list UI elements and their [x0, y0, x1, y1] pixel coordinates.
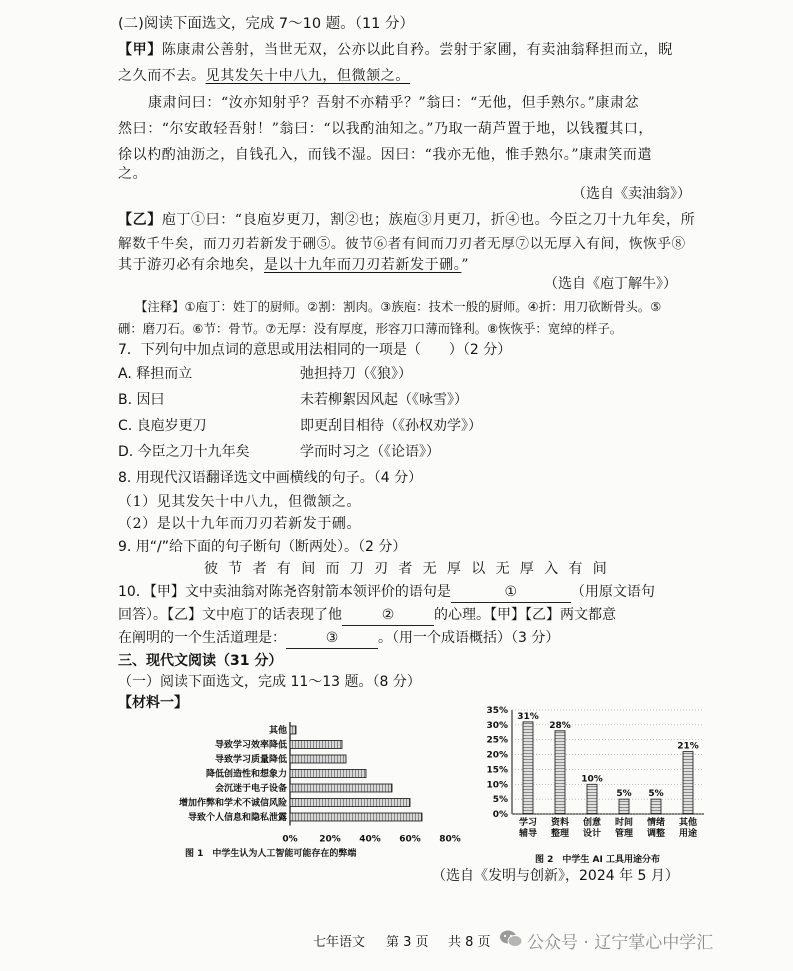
q7-option-b: B. 因曰: [118, 392, 165, 408]
q10-line-3: 在阐明的一个生活道理是： ③ 。（用一个成语概括）（3 分）: [118, 628, 559, 649]
chart2-y-tick: 25%: [486, 735, 508, 746]
jia-line-3: 康肃问曰：“汝亦知射乎？吾射不亦精乎？”翁曰：“无他，但手熟尔。”康肃忿: [148, 95, 640, 111]
chart2-bar: [619, 799, 629, 814]
yi-line-2: 解数千牛矣，而刀刃若新发于硎⑤。彼节⑥者有间而刀刃者无厚⑦以无厚入有间，恢恢乎⑧: [118, 236, 686, 252]
chart1-bar: [290, 799, 410, 807]
jia-line-2: 之久而不去。见其发矢十中八九，但微颔之。: [118, 68, 411, 84]
chart1-category-label: 降低创造性和想象力: [205, 769, 287, 780]
answer-blank-1[interactable]: ①: [451, 582, 571, 603]
q10-line-1: 10．【甲】文中卖油翁对陈尧咨射箭本领评价的语句是 ① （用原文语句: [118, 582, 655, 603]
chart2-data-label: 5%: [616, 789, 632, 800]
q10-line-2: 回答）。【乙】文中庖丁的话表现了他 ② 的心理。【甲】【乙】两文都意: [118, 605, 616, 626]
section-header: (二)阅读下面选文，完成 7～10 题。（11 分）: [118, 16, 415, 32]
chart2-category-label-top: 时间: [614, 818, 634, 828]
wechat-icon: [499, 929, 523, 949]
chart1-category-label: 会沉迷于电子设备: [214, 784, 287, 794]
chart1-bar: [290, 813, 422, 821]
chart2-category-label-bottom: 整理: [550, 829, 570, 839]
yi-line-1: 【乙】庖丁①曰：“良庖岁更刀，割②也；族庖③月更刀，折④也。今臣之刀十九年矣，所: [118, 212, 696, 228]
yi-line-3: 其于游刃必有余地矣，是以十九年而刀刃若新发于硎。”: [118, 257, 470, 273]
chart2-y-tick: 15%: [486, 765, 508, 776]
jia-line-1: 【甲】陈康肃公善射，当世无双，公亦以此自矜。尝射于家圃，有卖油翁释担而立，睨: [118, 42, 673, 58]
q7-option-c-compare: 即更刮目相待（《孙权劝学》）: [300, 418, 482, 434]
chart2-category-label-top: 创意: [582, 818, 602, 828]
source-note: （选自《发明与创新》，2024 年 5 月）: [432, 868, 679, 884]
chart1-category-label: 导致学习效率降低: [214, 740, 287, 751]
chart1-category-label: 导致学习质量降低: [214, 755, 287, 765]
chart2-category-label-bottom: 辅导: [518, 829, 538, 839]
chart1-category-label: 增加作弊和学术不诚信风险: [178, 798, 287, 809]
underlined-sentence-2: 是以十九年而刀刃若新发于硎。: [264, 257, 462, 273]
chart2-category-label-bottom: 用途: [678, 829, 698, 839]
figure-1-hbar-chart: [130, 718, 470, 846]
q7-option-b-compare: 未若柳絮因风起（《咏雪》）: [300, 392, 468, 408]
jia-line-5: 徐以杓酌油沥之，自钱孔入，而钱不湿。因曰：“我亦无他，惟手熟尔。”康肃笑而遣: [118, 147, 653, 163]
q7-option-d-compare: 学而时习之（《论语》）: [300, 444, 440, 460]
chart1-bar: [290, 784, 392, 792]
chart2-bar: [555, 731, 565, 814]
yi-source: （选自《庖丁解牛》）: [544, 276, 677, 292]
chart1-bar: [290, 755, 346, 763]
chart2-category-label-top: 情绪: [646, 818, 666, 828]
q7-option-c: C. 良庖岁更刀: [118, 418, 207, 434]
chart2-y-tick: 35%: [486, 706, 508, 716]
section3-header: 三、现代文阅读（31 分）: [118, 653, 283, 669]
chart1-bar: [290, 741, 342, 749]
chart2-y-tick: 5%: [492, 795, 508, 806]
q7-option-a: A. 释担而立: [118, 366, 193, 382]
chart1-x-tick: 0%: [282, 834, 298, 845]
notes-line-1: 【注释】①庖丁：姓丁的厨师。②割：割肉。③族庖：技术一般的厨师。④折：用刀砍断骨头。⑤: [135, 299, 662, 314]
chart2-data-label: 5%: [648, 789, 664, 800]
answer-blank-3[interactable]: ③: [286, 628, 378, 649]
chart2-bar: [683, 752, 693, 814]
chart2-bar: [523, 722, 533, 814]
q8-stem: 8. 用现代汉语翻译选文中画横线的句子。（4 分）: [118, 470, 423, 486]
chart2-y-tick: 0%: [492, 810, 508, 820]
footer-total: 共 8 页: [448, 935, 491, 950]
footer-subject: 七年语文: [313, 935, 366, 950]
q7-option-a-compare: 弛担持刀（《狼》）: [300, 366, 412, 382]
chart1-category-label: 导致个人信息和隐私泄露: [187, 813, 287, 823]
chart2-category-label-bottom: 设计: [582, 829, 602, 839]
chart2-bar: [651, 799, 661, 814]
jia-line-4: 然曰：“尔安敢轻吾射！”翁曰：“以我酌油知之。”乃取一葫芦置于地，以钱覆其口，: [118, 121, 654, 137]
chart1-bar: [290, 770, 366, 778]
chart2-category-label-top: 其他: [678, 818, 698, 828]
q8-sentence-2: （2）是以十九年而刀刃若新发于硎。: [118, 516, 362, 532]
chart2-data-label: 21%: [677, 741, 699, 752]
chart1-x-tick: 60%: [399, 834, 421, 845]
chart2-y-tick: 10%: [486, 780, 508, 791]
chart2-category-label-bottom: 管理: [614, 829, 634, 839]
figure-2-bar-chart: [478, 702, 718, 850]
answer-blank-2[interactable]: ②: [342, 605, 434, 626]
chart1-x-tick: 80%: [439, 834, 461, 845]
material-label: 【材料一】: [118, 695, 188, 711]
chart2-category-label-top: 学习: [518, 818, 538, 828]
chart1-x-tick: 20%: [319, 834, 341, 845]
chart2-category-label-top: 资料: [550, 818, 570, 828]
jia-line-6: 之。: [118, 166, 148, 182]
chart2-data-label: 28%: [549, 720, 571, 731]
chart2-data-label: 10%: [581, 774, 603, 785]
chart1-bar: [290, 726, 296, 734]
figure-2-caption: 图 2 中学生 AI 工具用途分布: [535, 855, 660, 865]
underlined-sentence-1: 见其发矢十中八九，但微颔之。: [205, 68, 411, 84]
chart2-y-tick: 20%: [486, 750, 508, 761]
q9-sentence: 彼节者有间而刀刃者无厚以无厚入有间: [204, 561, 618, 577]
footer-page: 第 3 页: [386, 935, 429, 950]
chart2-data-label: 31%: [517, 711, 539, 722]
jia-source: （选自《卖油翁》）: [572, 186, 691, 202]
chart2-category-label-bottom: 调整: [646, 829, 666, 839]
q7-option-d: D. 今臣之刀十九年矣: [118, 444, 250, 460]
q7-stem: 7．下列句中加点词的意思或用法相同的一项是（ ）（2 分）: [118, 342, 512, 358]
chart1-x-tick: 40%: [359, 834, 381, 845]
notes-line-2: 硎：磨刀石。⑥节：骨节。⑦无厚：没有厚度，形容刀口薄而锋利。⑧恢恢乎：宽绰的样子。: [118, 321, 623, 336]
figure-1-caption: 图 1 中学生认为人工智能可能存在的弊端: [185, 849, 357, 859]
chart1-category-label: 其他: [268, 726, 287, 736]
q9-stem: 9. 用“/”给下面的句子断句（断两处）。（2 分）: [118, 539, 407, 555]
chart2-y-tick: 30%: [486, 720, 508, 731]
chart2-bar: [587, 784, 597, 814]
watermark: 公众号 · 辽宁掌心中学汇: [527, 933, 714, 953]
section3-subheader: （一）阅读下面选文，完成 11～13 题。（8 分）: [118, 674, 421, 690]
q8-sentence-1: （1）见其发矢十中八九，但微颔之。: [118, 494, 362, 510]
